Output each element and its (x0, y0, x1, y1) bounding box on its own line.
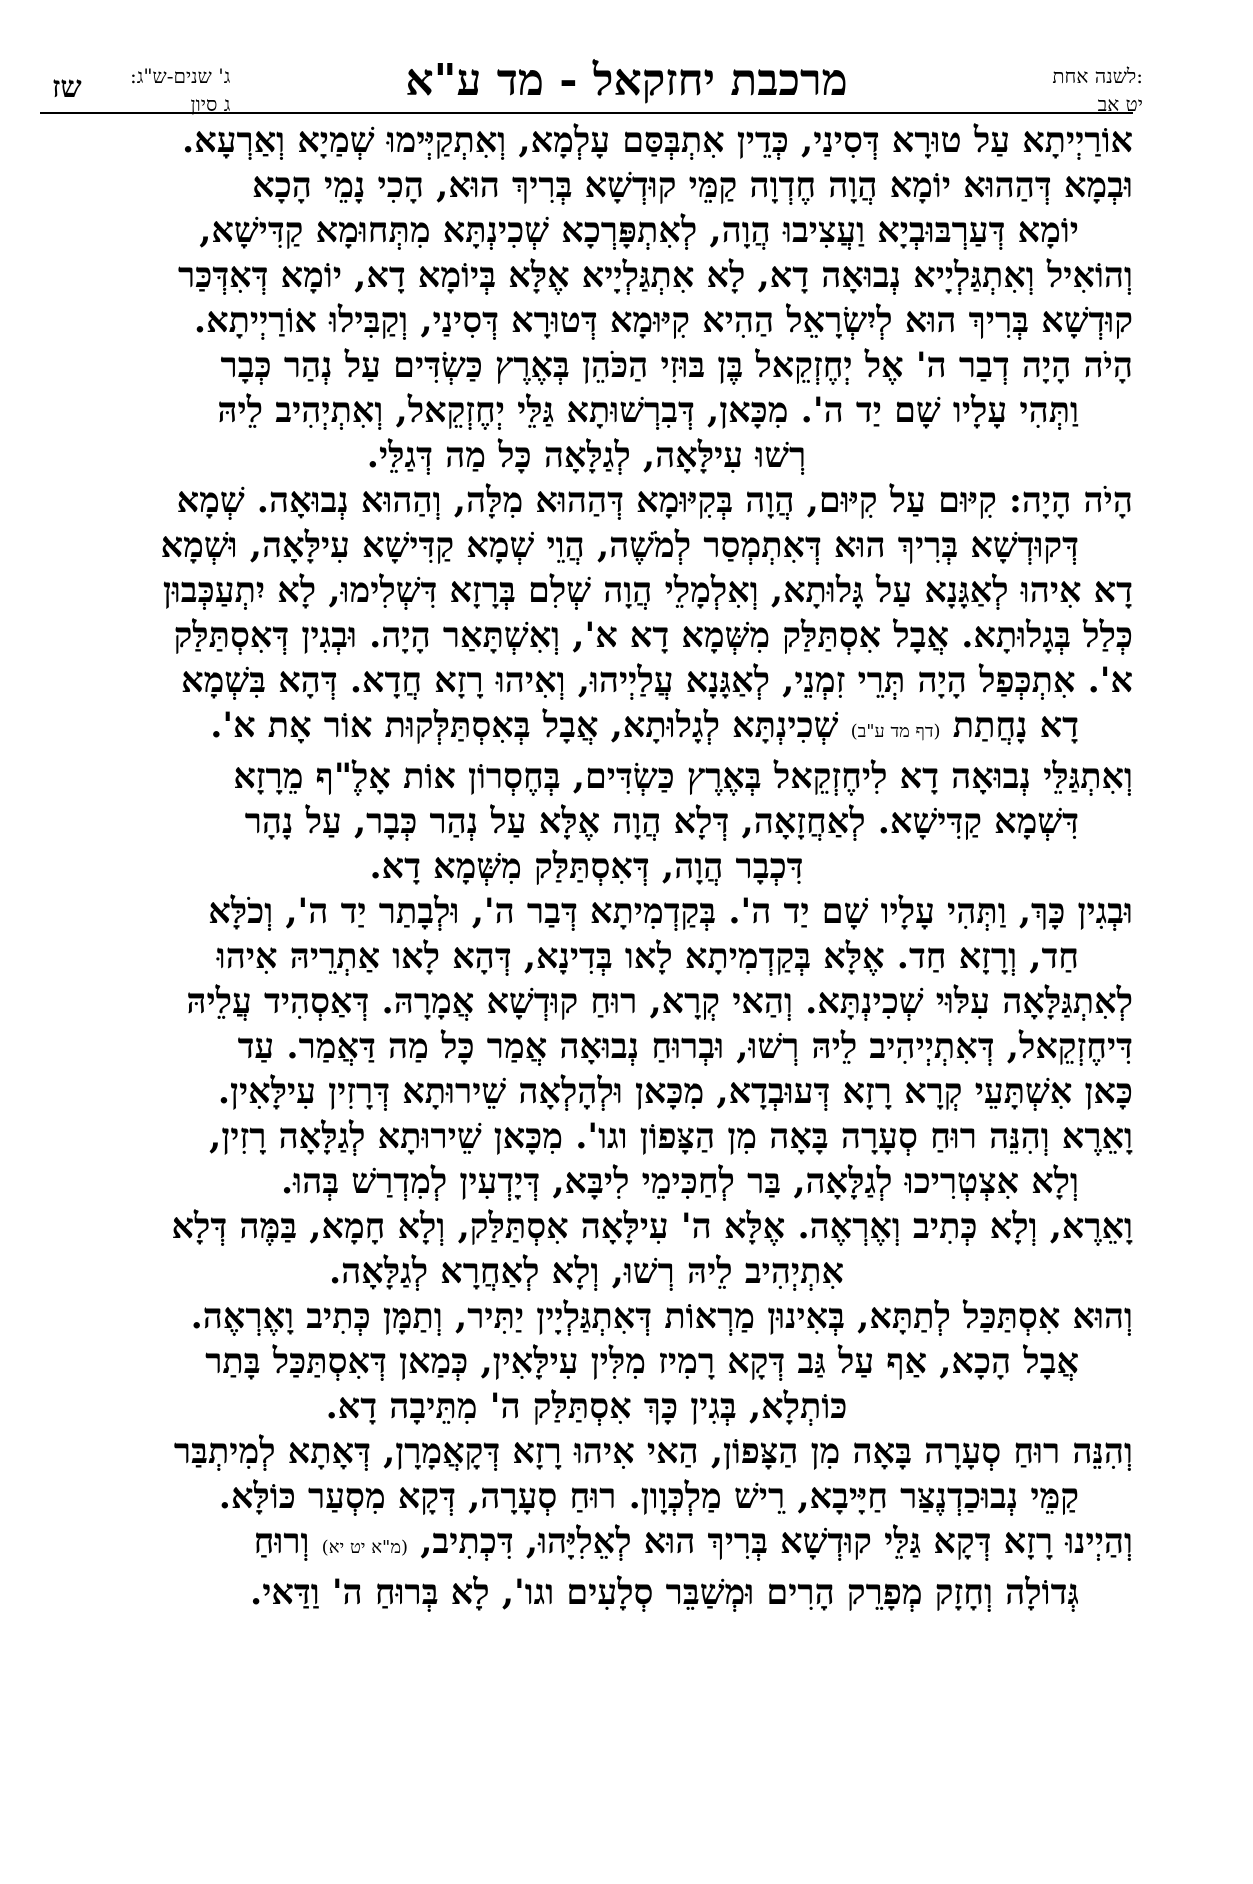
text-line (40, 658, 1133, 703)
text-line (40, 253, 1133, 298)
line-text-continued: וְרוּחַ (253, 1521, 310, 1562)
text-line (40, 523, 1133, 568)
line-text: דְּקוּדְשָׁא בְּרִיךְ הוּא דְּאִתְמְסַר לְמֹשֶׁה, הֲוֵי שְׁמָא קַדִּישָׁא עִילָּאָה, וּשְׁמָא (160, 525, 1079, 566)
paragraph (40, 163, 1133, 343)
text-line (40, 613, 1133, 658)
page-header (0, 0, 1253, 118)
line-text: וָאֵרֶא וְהִנֵּה רוּחַ סְעָרָה בָּאָה מִן הַצָּפוֹן וגו'. מִכָּאן שֵׁירוּתָא לְגַלָּאָה רָזִין, (209, 1116, 1133, 1157)
line-text: הָיֹה הָיָה דְבַר ה' אֶל יְחֶזְקֵאל בֶּן בּוּזִי הַכֹּהֵן בְּאֶרֶץ כַּשְׂדִּים עַל נְהַר כְּבָר (220, 345, 1133, 386)
text-line (40, 343, 1133, 388)
paragraph (40, 754, 1133, 889)
line-text: לְאִתְגַּלָּאָה עִלּוּי שְׁכִינְתָּא. וְהַאי קְרָא, רוּחַ קוּדְשָׁא אֲמָרָהּ. דְּאַסְהִיד עֲלֵיהּ (186, 981, 1133, 1022)
text-line (40, 799, 1133, 844)
paragraph (40, 118, 1133, 163)
text-line (40, 703, 1133, 754)
line-text: דִּכְבָר הֲוָה, דְּאִסְתַּלַּק מִשְּׁמָא דָא. (369, 846, 804, 887)
text-line (40, 1024, 1133, 1069)
text-line (40, 844, 1133, 889)
line-text: דָא אִיהוּ לְאַגָּנָא עַל גָּלוּתָא, וְאִלְמָלֵי הֲוָה שְׁלִם בְּרָזָא דִּשְׁלִימוּ, לָא יִתְעַכְּבוּן (162, 570, 1133, 611)
header-divider (40, 112, 1133, 114)
line-text: דָא נָחֲתַת (952, 705, 1079, 746)
study-date: יט אב (1097, 92, 1143, 116)
text-line (40, 478, 1133, 523)
paragraph (40, 1429, 1133, 1615)
line-text: קַמֵּי נְבוּכַדְנֶצַּר חַיָּיבָא, רֵישׁ מַלְכְּוָון. רוּחַ סְעָרָה, דְּקָא מִסְעַר כּוֹלָּא. (218, 1476, 1079, 1517)
paragraph (40, 1294, 1133, 1429)
text-line (40, 1474, 1133, 1519)
text-line (40, 1429, 1133, 1474)
source-reference: (דף מד ע"ב) (850, 721, 941, 742)
line-text: וּבְגִין כָּךְ, וַתְּהִי עָלָיו שָׁם יַד ה'. בְּקַדְמִיתָא דְּבַר ה', וּלְבָתַר יַד ה', וְכֹלָּא (208, 891, 1133, 932)
text-line (40, 889, 1133, 934)
study-cycle-label-alt: ג' שנים-ש"ג: (130, 64, 231, 88)
text-line (40, 1570, 1133, 1615)
text-line (40, 298, 1133, 343)
line-text: גְּדוֹלָה וְחָזָק מְפָרֵק הָרִים וּמְשַׁבֵּר סְלָעִים וגו', לָא בְּרוּחַ ה' וַדַּאי. (250, 1572, 1079, 1613)
line-text: כּוֹתְלָא, בְּגִין כָּךְ אִסְתַּלַּק ה' מִתֵּיבָה דָא. (325, 1386, 848, 1427)
line-text: דִּשְׁמָא קַדִּישָׁא. לְאַחֲזָאָה, דְּלָא הֲוָה אֶלָּא עַל נְהַר כְּבָר, עַל נָהָר (244, 801, 1079, 842)
paragraph (40, 343, 1133, 478)
text-line (40, 1159, 1133, 1204)
line-text: חַד, וְרָזָא חַד. אֶלָּא בְּקַדְמִיתָא לָאו בְּדִינָא, דְּהָא לָאו אַתְרֵיהּ אִיהוּ (216, 936, 1079, 977)
text-line (40, 1114, 1133, 1159)
line-text: אֲבָל הָכָא, אַף עַל גַּב דְּקָא רָמִיז מִלִּין עִילָּאִין, כְּמַאן דְּאִסְתַּכַּל בָּתַר (205, 1341, 1079, 1382)
line-text: וַתְּהִי עָלָיו שָׁם יַד ה'. מִכָּאן, דְּבִרְשׁוּתָא גַּלֵּי יְחֶזְקֵאל, וְאִתְיְהִיב לֵיהּ (217, 390, 1079, 431)
text-line (40, 118, 1133, 163)
paragraph (40, 889, 1133, 1114)
text-line (40, 1069, 1133, 1114)
line-text: וָאֵרֶא, וְלָא כְּתִיב וְאֶרְאֶה. אֶלָּא ה' עִילָּאָה אִסְתַּלַּק, וְלָא חָמָא, בַּמֶּה דְּלָא (171, 1206, 1133, 1247)
line-text: וְאִתְגַּלֵּי נְבוּאָה דָא לִיחֶזְקֵאל בְּאֶרֶץ כַּשְׂדִּים, בְּחֶסְרוֹן אוֹת אָלֶ"ף מֵרָזָא (233, 756, 1133, 797)
line-text: וּבְמָא דְּהַהוּא יוֹמָא הֲוָה חֶדְוָה קַמֵּי קוּדְשָׁא בְּרִיךְ הוּא, הָכִי נָמֵי הָכָא (252, 165, 1133, 206)
study-date-alt: ג סיון (190, 92, 231, 116)
paragraph (40, 1114, 1133, 1294)
text-line (40, 1519, 1133, 1570)
line-text: כָּאן אִשְׁתָּעֵי קְרָא רָזָא דְּעוּבְדָא, מִכָּאן וּלְהָלְאָה שֵׁירוּתָא דְּרָזִין עִילָּאִין. (217, 1071, 1133, 1112)
page-title: מרכבת יחזקאל - מד ע"א (405, 55, 848, 106)
text-line (40, 568, 1133, 613)
line-text: קוּדְשָׁא בְּרִיךְ הוּא לְיִשְׂרָאֵל הַהִיא קִיּוּמָא דְּטוּרָא דְּסִינַי, וְקַבִּילוּ אוֹרַיְיתָא. (193, 300, 1133, 341)
line-text: א'. אִתְכְּפַל הָיָה תְּרֵי זִמְנֵי, לְאַגָּנָא עֲלַיְיהוּ, וְאִיהוּ רָזָא חֲדָא. דְּהָא בִּשְׁמָא (181, 660, 1133, 701)
text-line (40, 1294, 1133, 1339)
source-reference: (מ"א יט יא) (321, 1537, 409, 1558)
left-date-block (130, 62, 230, 118)
paragraph (40, 478, 1133, 754)
line-text: וְלָא אִצְטְרִיכוּ לְגַלָּאָה, בַּר לְחַכִּימֵי לִיבָּא, דְּיָדְעִין לְמִדְרַשׁ בְּהוּ. (281, 1161, 1079, 1202)
line-text: וְהִנֵּה רוּחַ סְעָרָה בָּאָה מִן הַצָּפוֹן, הַאי אִיהוּ רָזָא דְּקָאֲמָרָן, דְּאָתָא לְמִיתְבַּר (173, 1431, 1133, 1472)
text-line (40, 433, 1133, 478)
text-line (40, 754, 1133, 799)
text-line (40, 208, 1133, 253)
line-text: אוֹרַיְיתָא עַל טוּרָא דְּסִינַי, כְּדֵין אִתְבְּסַּם עָלְמָא, וְאִתְקַיְּימוּ שְׁמַיָא וְאַרְעָא. (182, 120, 1133, 161)
main-text (40, 118, 1133, 1615)
text-line (40, 934, 1133, 979)
line-text: אִתְיְהִיב לֵיהּ רְשׁוּ, וְלָא לְאַחֲרָא לְגַלָּאָה. (328, 1251, 844, 1292)
line-text-continued: שְׁכִינְתָּא לְגָלוּתָא, אֲבָל בְּאִסְתַּלְּקוּת אוֹר אָת א'. (210, 705, 839, 746)
line-text: רְשׁוּ עִילָּאָה, לְגַלָּאָה כָּל מַה דְּגַלֵּי. (366, 435, 807, 476)
line-text: וְהַיְינוּ רָזָא דְּקָא גַּלֵּי קוּדְשָׁא בְּרִיךְ הוּא לְאֵלִיָּהוּ, דִּכְתִיב, (420, 1521, 1133, 1562)
line-text: וְהוֹאִיל וְאִתְגַּלְיָיא נְבוּאָה דָא, לָא אִתְגַּלְיָיא אֶלָּא בְּיוֹמָא דָא, יוֹמָא דְּאִדְּכַּר (178, 255, 1133, 296)
study-cycle-label: לשנה אחת: (1052, 64, 1143, 88)
text-line (40, 1249, 1133, 1294)
text-line (40, 979, 1133, 1024)
text-line (40, 1204, 1133, 1249)
text-line (40, 1339, 1133, 1384)
line-text: הָיֹה הָיָה: קִיּוּם עַל קִיּוּם, הֲוָה בְּקִיּוּמָא דְּהַהוּא מִלָּה, וְהַהוּא נְבוּאָה. שְׁמָא (176, 480, 1133, 521)
text-line (40, 1384, 1133, 1429)
line-text: יוֹמָא דְּעַרְבּוּבְיָא וַעֲצִיבוּ הֲוָה, לְאִתְפָּרְכָא שְׁכִינְתָּא מִתְּחוּמָא קַדִּישָׁא, (199, 210, 1079, 251)
line-text: דִּיחֶזְקֵאל, דְּאִתְיְיהִיב לֵיהּ רְשׁוּ, וּבְרוּחַ נְבוּאָה אֲמַר כָּל מַה דַּאֲמַר. עַד (237, 1026, 1133, 1067)
page-number: שז (52, 70, 82, 105)
line-text: כְּלַל בְּגָלוּתָא. אֲבָל אִסְתַּלַּק מִשְּׁמָא דָא א', וְאִשְׁתָּאַר הָיָה. וּבְגִין דְּאִסְתַּלַּק (173, 615, 1133, 656)
text-line (40, 163, 1133, 208)
text-line (40, 388, 1133, 433)
line-text: וְהוּא אִסְתַּכַּל לְתַתָּא, בְּאִינוּן מַרְאוֹת דְּאִתְגַּלְיָין יַתִּיר, וְתַמָּן כְּתִיב וָאֶרְאֶה. (190, 1296, 1133, 1337)
